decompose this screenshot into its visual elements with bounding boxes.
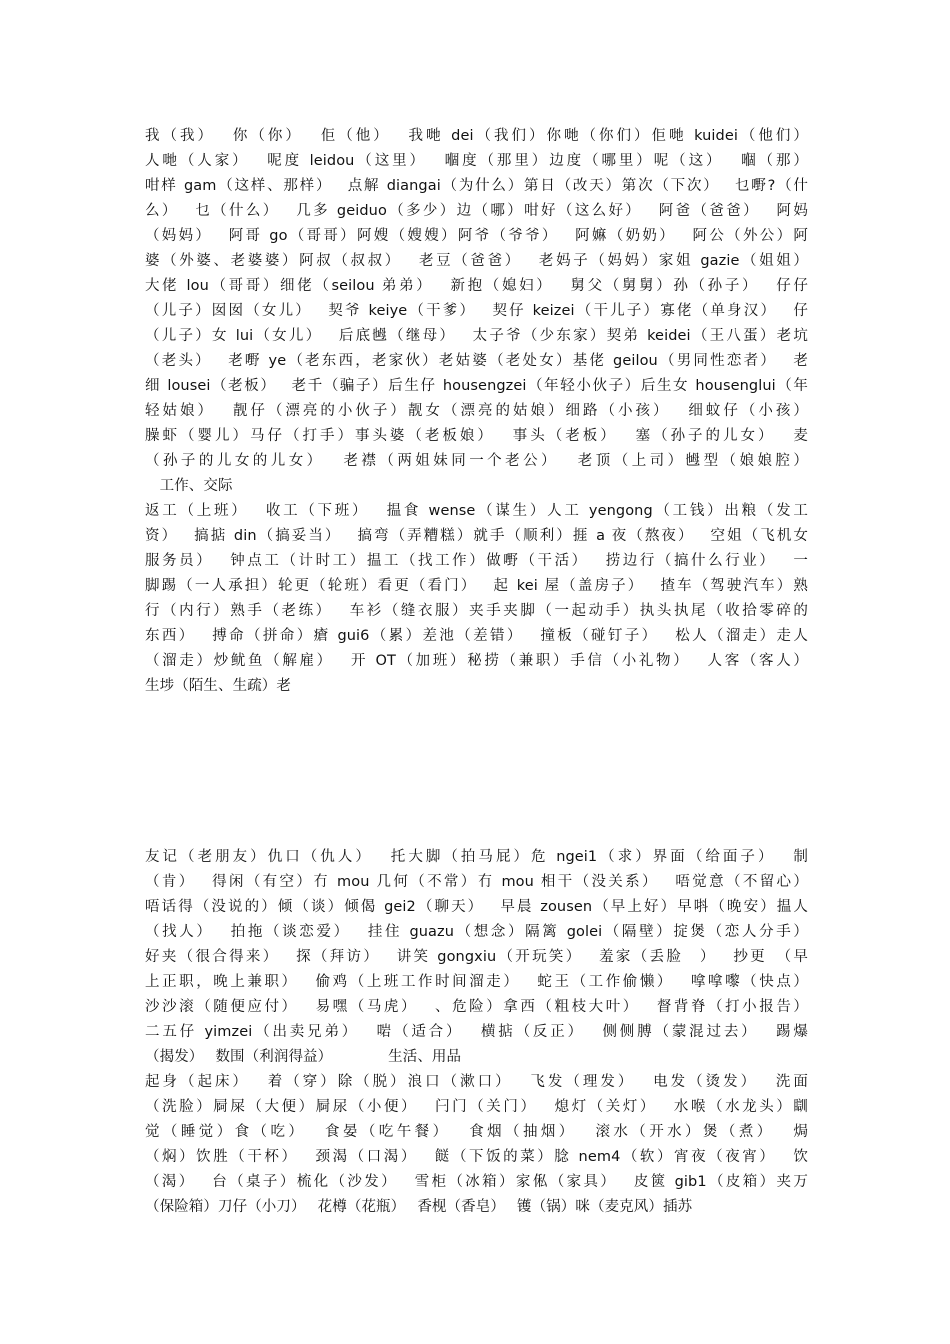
section1-line-23: 生埗（陌生、生疏）老	[145, 678, 291, 694]
section2-line-11: （洗脸）屙屎（大便）屙尿（小便） 闩门（关门） 熄灯（关灯） 水喉（水龙头）瞓	[145, 1099, 808, 1115]
section1-line-2: 人哋（人家） 呢度 leidou（这里） 嗰度（那里）边度（哪里）呢（这） 嗰（那）	[145, 153, 808, 169]
section2-line-2: （肯） 得闲（有空）冇 mou 几何（不常）冇 mou 相干（没关系） 唔觉意（不留心）	[145, 874, 808, 890]
section1-line-15: 工作、交际	[145, 478, 233, 494]
section1-line-14: （孙子的儿女的儿女） 老襟（两姐妹同一个老公） 老顶（上司）乸型（娘娘腔）	[145, 453, 808, 469]
section2-line-12: 觉（睡觉）食（吃） 食晏（吃午餐） 食烟（抽烟） 滚水（开水）煲（煮） 焗	[145, 1124, 808, 1140]
section2-line-10: 起身（起床） 着（穿）除（脱）浪口（漱口） 飞发（理发） 电发（烫发） 洗面	[145, 1074, 808, 1090]
section1-line-8: （儿子）囡囡（女儿） 契爷 keiye（干爹） 契仔 keizei（干儿子）寡佬（单身汉） 仔	[145, 303, 808, 319]
section2-line-8: 二五仔 yimzei（出卖兄弟） 啱（适合） 横掂（反正） 侧侧膊（蒙混过去） 踢爆	[145, 1024, 808, 1040]
section1-line-18: 服务员） 钟点工（计时工）揾工（找工作）做嘢（干活） 捞边行（搞什么行业） 一	[145, 553, 808, 569]
section1-line-22: （溜走）炒鱿鱼（解雇） 开 OT（加班）秘捞（兼职）手信（小礼物） 人客（客人）	[145, 653, 808, 669]
section2-line-7: 沙沙滚（随便应付） 易嘿（马虎） 、危险）拿西（粗枝大叶） 督背脊（打小报告）	[145, 999, 808, 1015]
section1-line-11: 细 lousei（老板） 老千（骗子）后生仔 housengzei（年轻小伙子）后生女 housenglui（年	[145, 378, 808, 394]
section2-line-13: （焖）饮胜（干杯） 颈渴（口渴） 餸（下饭的菜）腍 nem4（软）宵夜（夜宵） 饮	[145, 1149, 808, 1165]
section1-line-6: 婆（外婆、老婆婆）阿叔（叔叔） 老豆（爸爸） 老妈子（妈妈）家姐 gazie（姐姐）	[145, 253, 808, 269]
section2-line-4: （找人） 拍拖（谈恋爱） 挂住 guazu（想念）隔篱 golei（隔壁）掟煲（恋人分手）	[145, 924, 808, 940]
section1-line-20: 行（内行）熟手（老练） 车衫（缝衣服）夹手夹脚（一起动手）执头执尾（收拾零碎的	[145, 603, 808, 619]
text-block-pronouns-family-work	[145, 124, 808, 699]
section1-line-17: 资） 搞掂 din（搞妥当） 搞弯（弄糟糕）就手（顺利）捱 a 夜（熬夜） 空姐（飞机女	[145, 528, 808, 544]
section2-line-14: （渴） 台（桌子）梳化（沙发） 雪柜（冰箱）家俬（家具） 皮篋 gib1（皮箱）夹万	[145, 1174, 808, 1190]
section1-line-5: （妈妈） 阿哥 go（哥哥）阿嫂（嫂嫂）阿爷（爷爷） 阿嫲（奶奶） 阿公（外公）阿	[145, 228, 808, 244]
section1-line-9: （儿子）女 lui（女儿） 后底乸（继母） 太子爷（少东家）契弟 keidei（王八蛋）老坑	[145, 328, 808, 344]
section1-line-19: 脚踢（一人承担）轮更（轮班）看更（看门） 起 kei 屋（盖房子） 揸车（驾驶汽车）熟	[145, 578, 808, 594]
section2-line-3: 唔话得（没说的）倾（谈）倾偈 gei2（聊天） 早晨 zousen（早上好）早唞（晚安）揾人	[145, 899, 808, 915]
section1-line-12: 轻姑娘） 靓仔（漂亮的小伙子）靓女（漂亮的姑娘）细路（小孩） 细蚊仔（小孩）	[145, 403, 808, 419]
section2-line-1: 友记（老朋友）仇口（仇人） 托大脚（拍马屁）危 ngei1（求）界面（给面子） 制	[145, 849, 808, 865]
section1-line-7: 大佬 lou（哥哥）细佬（seilou 弟弟） 新抱（媳妇） 舅父（舅舅）孙（孙子） 仔仔	[145, 278, 808, 294]
section2-line-15: （保险箱）刀仔（小刀） 花樽（花瓶） 香枧（香皂） 镬（锅）咪（麦克风）插苏	[145, 1199, 693, 1215]
section1-line-10: （老头） 老嘢 ye（老东西，老家伙）老姑婆（老处女）基佬 geilou（男同性恋者） 老	[145, 353, 808, 369]
section1-line-21: 东西） 搏命（拼命）瘡 gui6（累）差池（差错） 撞板（碰钉子） 松人（溜走）走人	[145, 628, 808, 644]
section1-line-13: 臊虾（婴儿）马仔（打手）事头婆（老板娘） 事头（老板） 塞（孙子的儿女） 麦	[145, 428, 808, 444]
section2-line-6: 上正职，晚上兼职） 偷鸡（上班工作时间溜走） 蛇王（工作偷懒） 嗱嗱嚟（快点）	[145, 974, 808, 990]
section1-line-16: 返工（上班） 收工（下班） 揾食 wense（谋生）人工 yengong（工钱）出粮（发工	[145, 503, 808, 519]
section1-line-3: 咁样 gam（这样、那样） 点解 diangai（为什么）第日（改天）第次（下次） 乜嘢?（什	[145, 178, 808, 194]
section1-line-1: 我（我） 你（你） 佢（他） 我哋 dei（我们）你哋（你们）佢哋 kuidei（他们）	[145, 128, 808, 144]
section2-line-9: （揭发） 数围（利润得益） 生活、用品	[145, 1049, 462, 1065]
section1-line-4: 么） 乜（什么） 几多 geiduo（多少）边（哪）咁好（这么好） 阿爸（爸爸） 阿妈	[145, 203, 808, 219]
text-block-social-daily-life	[145, 845, 808, 1220]
section2-line-5: 好夹（很合得来） 探（拜访） 讲笑 gongxiu（开玩笑） 羞家（丢脸 ） 抄更 （早	[145, 949, 808, 965]
